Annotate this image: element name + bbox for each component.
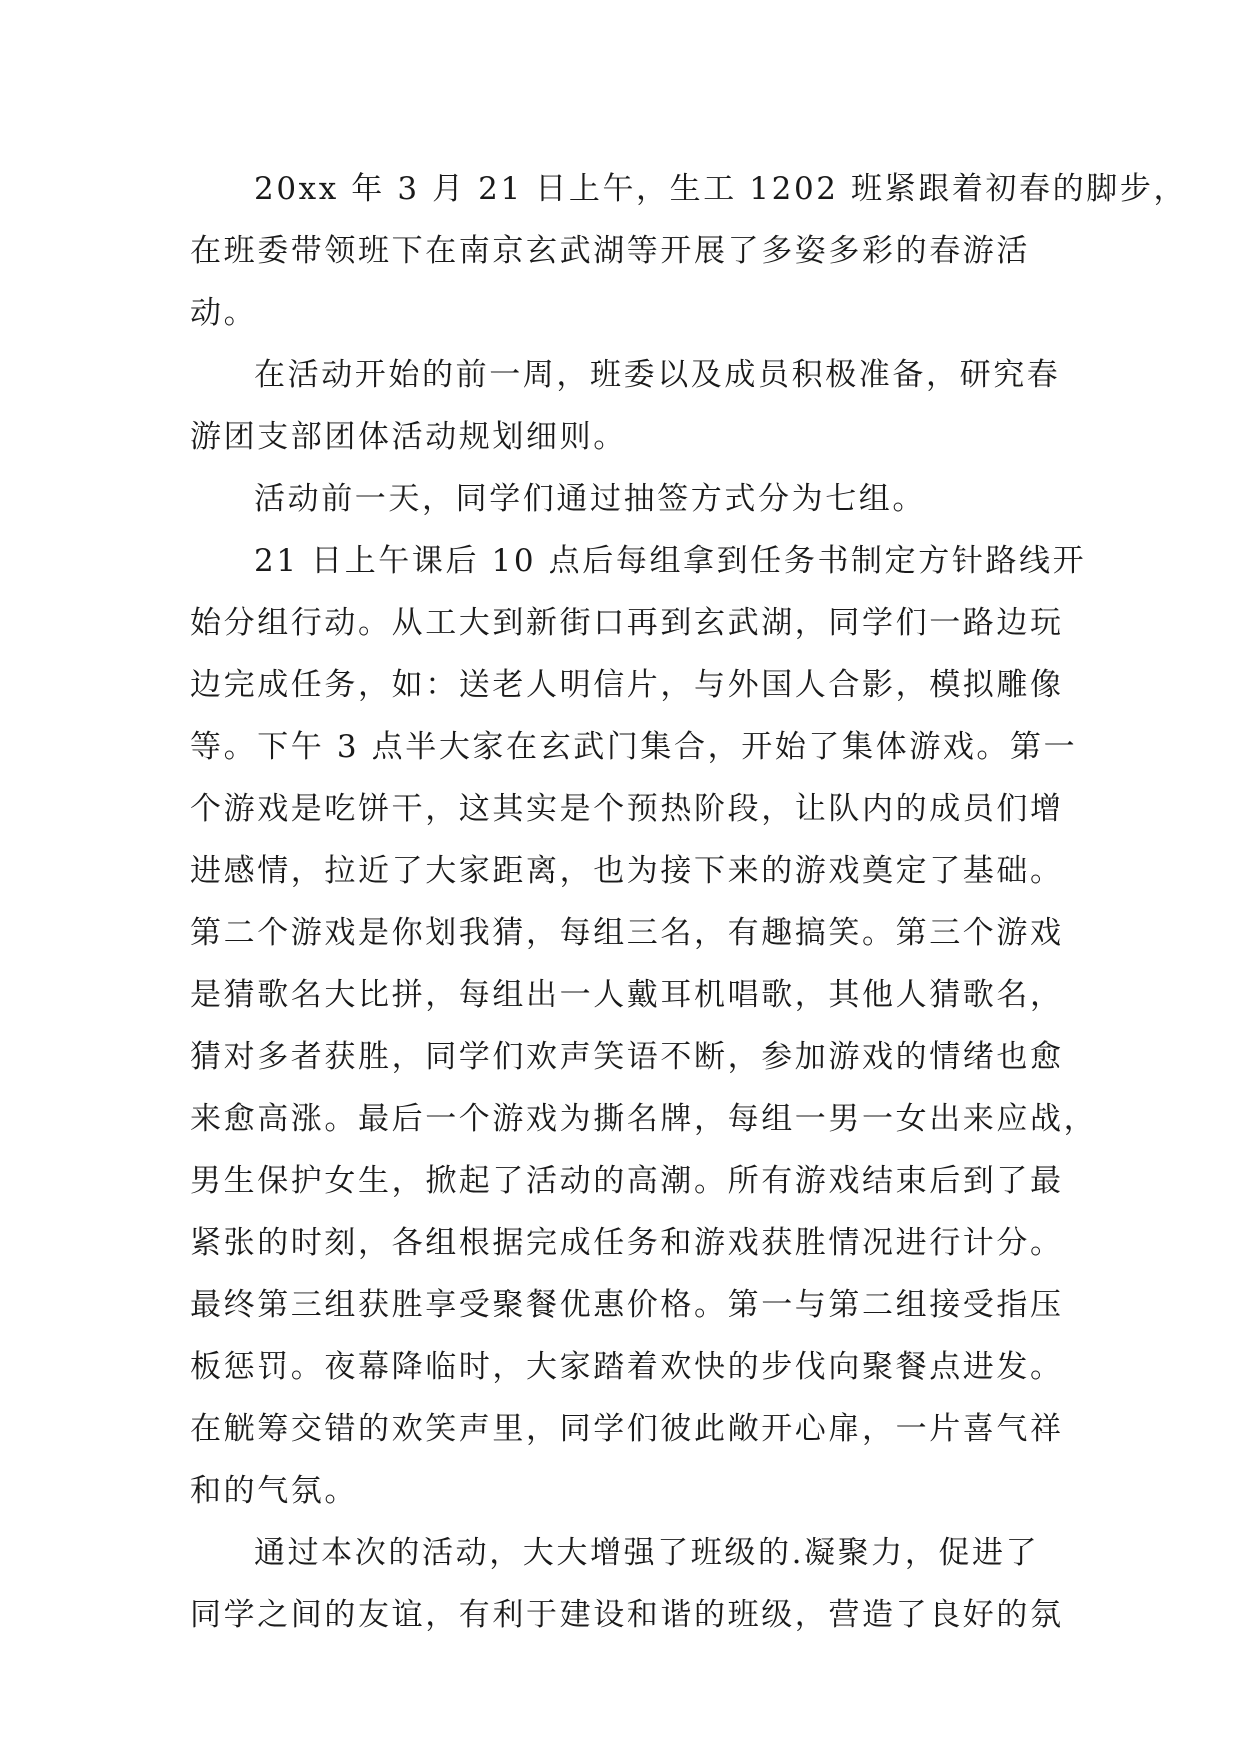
paragraph-4-line-4: 等。下午 3 点半大家在玄武门集合，开始了集体游戏。第一	[190, 729, 1078, 765]
paragraph-4-line-6: 进感情，拉近了大家距离，也为接下来的游戏奠定了基础。	[190, 853, 1064, 889]
paragraph-1-line-2: 在班委带领班下在南京玄武湖等开展了多姿多彩的春游活	[190, 233, 1030, 269]
paragraph-4-line-10: 来愈高涨。最后一个游戏为撕名牌，每组一男一女出来应战，	[190, 1101, 1098, 1137]
paragraph-1-line-1: 20xx 年 3 月 21 日上午，生工 1202 班紧跟着初春的脚步，	[254, 171, 1188, 207]
paragraph-4-line-12: 紧张的时刻，各组根据完成任务和游戏获胜情况进行计分。	[190, 1225, 1064, 1261]
paragraph-4-line-16: 和的气氛。	[190, 1473, 358, 1509]
paragraph-4-line-11: 男生保护女生，掀起了活动的高潮。所有游戏结束后到了最	[190, 1163, 1064, 1199]
paragraph-4-line-9: 猜对多者获胜，同学们欢声笑语不断，参加游戏的情绪也愈	[190, 1039, 1064, 1075]
document-body	[190, 158, 1188, 1646]
paragraph-4-line-14: 板惩罚。夜幕降临时，大家踏着欢快的步伐向聚餐点进发。	[190, 1349, 1064, 1385]
paragraph-1-line-3: 动。	[190, 295, 258, 331]
paragraph-2-line-1: 在活动开始的前一周，班委以及成员积极准备，研究春	[254, 357, 1061, 393]
paragraph-3-line-1: 活动前一天，同学们通过抽签方式分为七组。	[254, 481, 926, 517]
paragraph-4-line-3: 边完成任务，如：送老人明信片，与外国人合影，模拟雕像	[190, 667, 1064, 703]
paragraph-5-line-1: 通过本次的活动，大大增强了班级的.凝聚力，促进了	[254, 1535, 1040, 1571]
paragraph-4-line-1: 21 日上午课后 10 点后每组拿到任务书制定方针路线开	[254, 543, 1087, 579]
paragraph-4-line-2: 始分组行动。从工大到新街口再到玄武湖，同学们一路边玩	[190, 605, 1064, 641]
paragraph-4-line-13: 最终第三组获胜享受聚餐优惠价格。第一与第二组接受指压	[190, 1287, 1064, 1323]
paragraph-2-line-2: 游团支部团体活动规划细则。	[190, 419, 627, 455]
paragraph-4-line-5: 个游戏是吃饼干，这其实是个预热阶段，让队内的成员们增	[190, 791, 1064, 827]
paragraph-4-line-7: 第二个游戏是你划我猜，每组三名，有趣搞笑。第三个游戏	[190, 915, 1064, 951]
paragraph-4-line-15: 在觥筹交错的欢笑声里，同学们彼此敞开心扉，一片喜气祥	[190, 1411, 1064, 1447]
paragraph-5-line-2: 同学之间的友谊，有利于建设和谐的班级，营造了良好的氛	[190, 1597, 1064, 1633]
paragraph-4-line-8: 是猜歌名大比拼，每组出一人戴耳机唱歌，其他人猜歌名，	[190, 977, 1064, 1013]
